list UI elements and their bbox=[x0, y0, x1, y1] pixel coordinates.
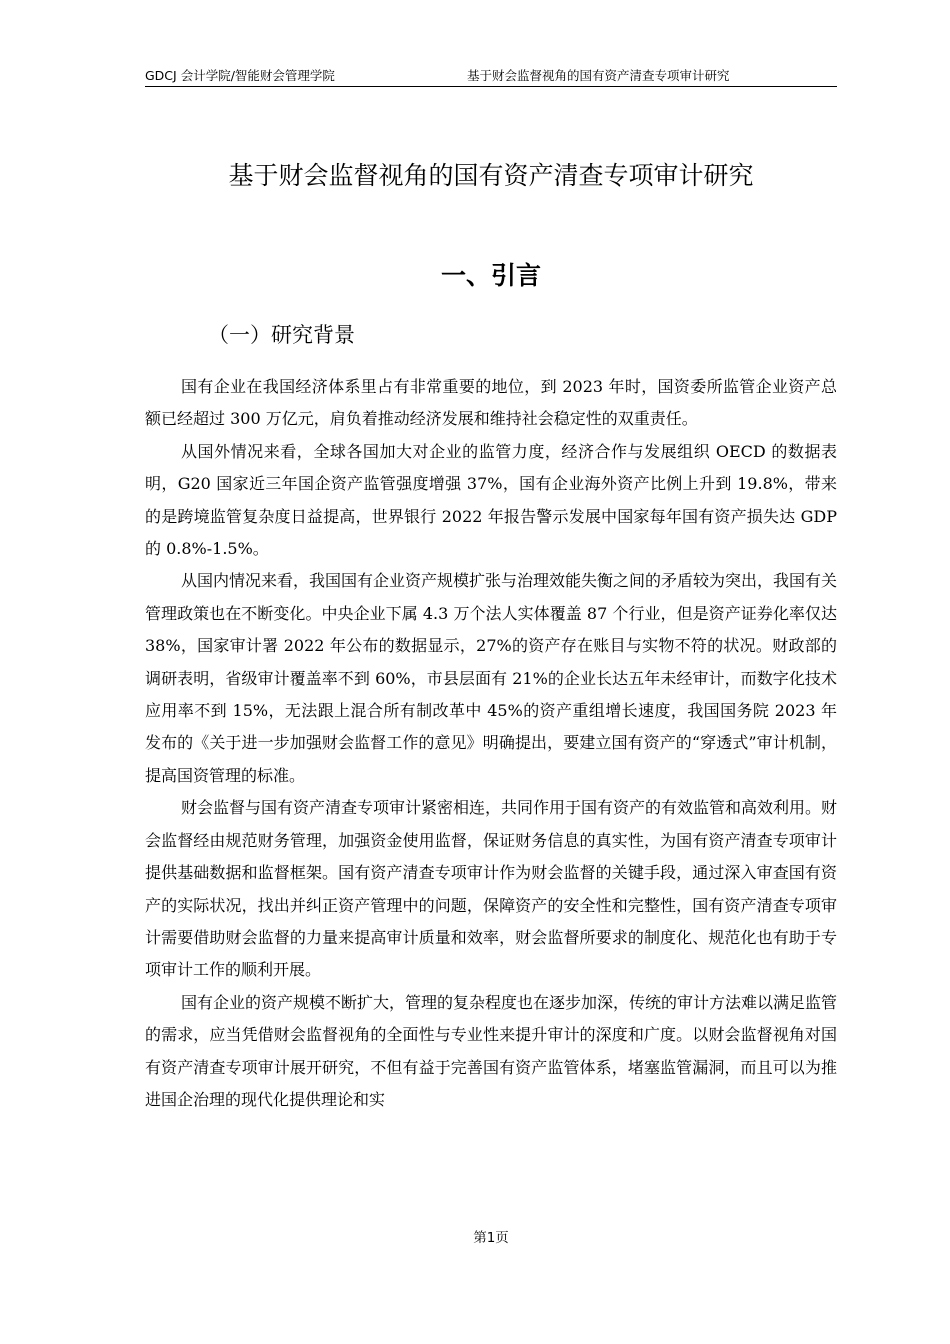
paragraph: 国有企业的资产规模不断扩大，管理的复杂程度也在逐步加深，传统的审计方法难以满足监管的需求，应当凭借财会监督视角的全面性与专业性来提升审计的深度和广度。以财会监督视角对国有资产清查专项审计展开研究，不但有益于完善国有资产监管体系，堵塞监管漏洞，而且可以为推进国企治理的现代化提供理论和实 bbox=[145, 992, 838, 1109]
paragraph: 国有企业在我国经济体系里占有非常重要的地位，到 2023 年时，国资委所监管企业资产总额已经超过 300 万亿元，肩负着推动经济发展和维持社会稳定性的双重责任。 bbox=[145, 377, 837, 429]
paragraph: 从国内情况来看，我国国有企业资产规模扩张与治理效能失衡之间的矛盾较为突出，我国有关管理政策也在不断变化。中央企业下属 4.3 万个法人实体覆盖 87 个行业，但是资产证券化率仅达 38%，国家审计署 2022 年公布的数据显示，27%的资产存在账目与实物不符的状况。财政部的调研表明，省级审计覆盖率不到 60%，市县层面有 21%的企业长达五年未经审计，而数字化技术应用率不到 15%，无法跟上混合所有制改革中 45%的资产重组增长速度，我国国务院 2023 年发布的《关于进一步加强财会监督工作的意见》明确提出，要建立国有资产的“穿透式”审计机制，提高国资管理的标准。 bbox=[145, 571, 838, 785]
body-text bbox=[145, 371, 837, 1116]
subsection-heading: （一）研究背景 bbox=[208, 323, 355, 347]
document-title: 基于财会监督视角的国有资产清查专项审计研究 bbox=[228, 161, 754, 190]
header-paper-title: 基于财会监督视角的国有资产清查专项审计研究 bbox=[467, 68, 730, 83]
paragraph: 从国外情况来看，全球各国加大对企业的监管力度，经济合作与发展组织 OECD 的数据表明，G20 国家近三年国企资产监管强度增强 37%，国有企业海外资产比例上升到 19.8%，带来的是跨境监管复杂度日益提高，世界银行 2022 年报告警示发展中国家每年国有资产损失达 GDP 的 0.8%-1.5%。 bbox=[145, 441, 837, 559]
page-number: 第1页 bbox=[473, 1230, 509, 1246]
section-heading: 一、引言 bbox=[440, 261, 541, 290]
header-institution: GDCJ 会计学院/智能财会管理学院 bbox=[145, 68, 335, 83]
paragraph: 财会监督与国有资产清查专项审计紧密相连，共同作用于国有资产的有效监管和高效利用。财会监督经由规范财务管理，加强资金使用监督，保证财务信息的真实性，为国有资产清查专项审计提供基础数据和监督框架。国有资产清查专项审计作为财会监督的关键手段，通过深入审查国有资产的实际状况，找出并纠正资产管理中的问题，保障资产的安全性和完整性，国有资产清查专项审计需要借助财会监督的力量来提高审计质量和效率，财会监督所要求的制度化、规范化也有助于专项审计工作的顺利开展。 bbox=[145, 798, 838, 980]
page-header bbox=[145, 66, 837, 87]
